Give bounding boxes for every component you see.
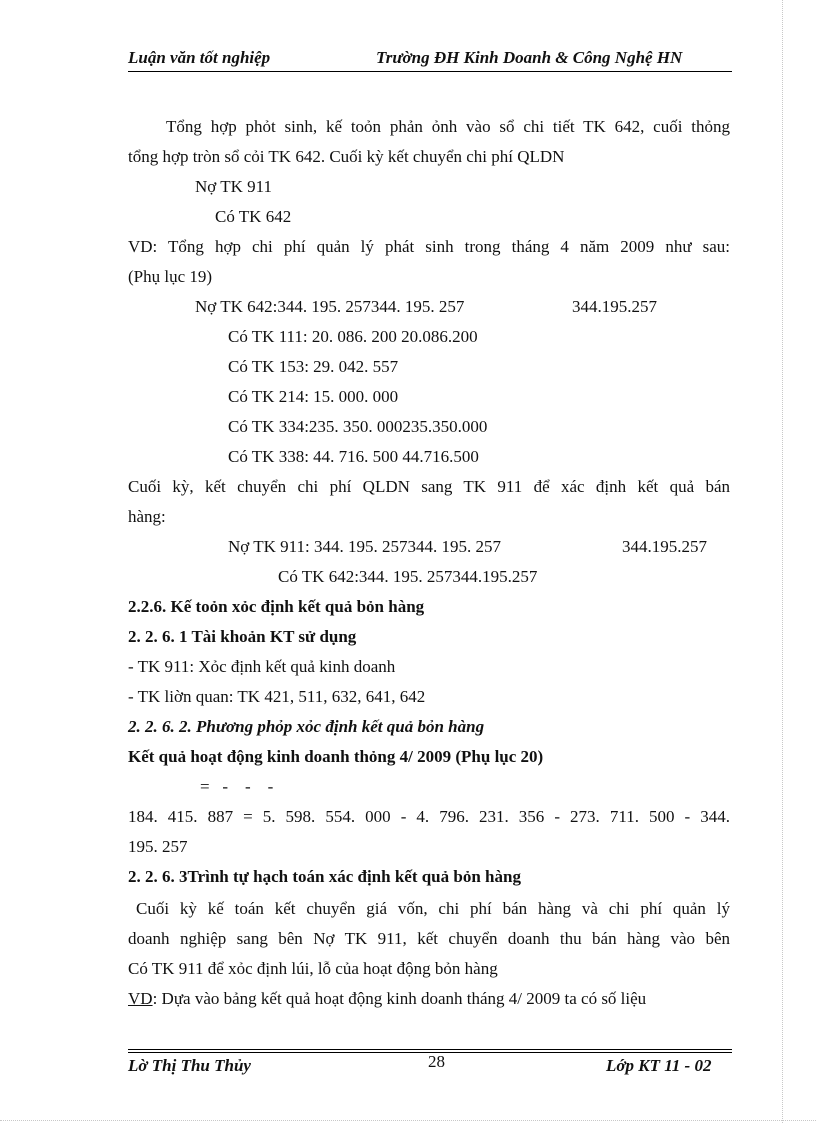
formula-line: = - - -	[200, 777, 274, 796]
related-accounts-item: - TK liờn quan: TK 421, 511, 632, 641, 642	[128, 687, 426, 706]
closing-line1: Cuối kỳ, kết chuyển chi phí QLDN sang TK 911 để xác định kết quả bán	[128, 477, 730, 496]
header-right-title: Trường ĐH Kinh Doanh & Công Nghệ HN	[376, 48, 683, 67]
entry-credit-338: Có TK 338: 44. 716. 500 44.716.500	[228, 447, 479, 466]
para1-line2: tổng hợp tròn sổ cỏi TK 642. Cuối kỳ kết chuyển chi phí QLDN	[128, 147, 565, 166]
footer-author: Lờ Thị Thu Thủy	[128, 1056, 251, 1075]
entry-debit-911b: Nợ TK 911: 344. 195. 257344. 195. 257	[228, 537, 501, 556]
calculation-line2: 195. 257	[128, 837, 188, 856]
example2-line	[128, 990, 646, 1007]
header-left-title: Luận văn tốt nghiệp	[128, 48, 271, 67]
entry-credit-334: Có TK 334:235. 350. 000235.350.000	[228, 417, 488, 436]
para1-line1: Tổng hợp phỏt sinh, kế toỏn phản ỏnh vào sổ chi tiết TK 642, cuối thỏng	[166, 117, 730, 136]
footer-rule-top	[128, 1049, 732, 1050]
result-title: Kết quả hoạt động kinh doanh thỏng 4/ 2009 (Phụ lục 20)	[128, 747, 544, 766]
section-heading-2-2-6: 2.2.6. Kế toỏn xỏc định kết quả bỏn hàng	[128, 597, 425, 616]
section-heading-2-2-6-1: 2. 2. 6. 1 Tài khoản KT sử dụng	[128, 627, 357, 646]
example2-text: : Dựa vào bảng kết quả hoạt động kinh doanh tháng 4/ 2009 ta có số liệu	[152, 989, 647, 1008]
entry-debit-911b-amount: 344.195.257	[622, 537, 707, 556]
entry-credit-214: Có TK 214: 15. 000. 000	[228, 387, 399, 406]
example1-line2: (Phụ lục 19)	[128, 267, 213, 286]
footer-class: Lớp KT 11 - 02	[606, 1056, 712, 1075]
example2-label: VD	[128, 989, 153, 1008]
closing-line2: hàng:	[128, 507, 166, 526]
section-heading-2-2-6-3: 2. 2. 6. 3Trình tự hạch toán xác định kết quả bỏn hàng	[128, 867, 521, 886]
account-911-item: - TK 911: Xỏc định kết quả kinh doanh	[128, 657, 396, 676]
entry-debit-642-amount: 344.195.257	[572, 297, 657, 316]
page-number: 28	[428, 1052, 445, 1071]
header-rule	[128, 71, 732, 72]
page-edge-horizontal	[0, 1120, 816, 1121]
page-edge-vertical	[782, 0, 783, 1123]
calculation-line1: 184. 415. 887 = 5. 598. 554. 000 - 4. 796. 231. 356 - 273. 711. 500 - 344.	[128, 807, 730, 826]
entry-debit-911: Nợ TK 911	[195, 177, 272, 196]
entry-credit-642: Có TK 642	[215, 207, 292, 226]
para2-line1: Cuối kỳ kế toán kết chuyển giá vốn, chi phí bán hàng và chi phí quản lý	[136, 899, 730, 918]
entry-credit-642b: Có TK 642:344. 195. 257344.195.257	[278, 567, 538, 586]
section-heading-2-2-6-2: 2. 2. 6. 2. Phương phỏp xỏc định kết quả bỏn hàng	[128, 717, 485, 736]
entry-credit-153: Có TK 153: 29. 042. 557	[228, 357, 399, 376]
entry-debit-642: Nợ TK 642:344. 195. 257344. 195. 257	[195, 297, 465, 316]
para2-line3: Có TK 911 để xỏc định lúi, lỗ của hoạt động bỏn hàng	[128, 959, 498, 978]
entry-credit-111: Có TK 111: 20. 086. 200 20.086.200	[228, 327, 478, 346]
para2-line2: doanh nghiệp sang bên Nợ TK 911, kết chuyển doanh thu bán hàng vào bên	[128, 929, 730, 948]
example1-line1: VD: Tổng hợp chi phí quản lý phát sinh trong tháng 4 năm 2009 như sau:	[128, 237, 730, 256]
